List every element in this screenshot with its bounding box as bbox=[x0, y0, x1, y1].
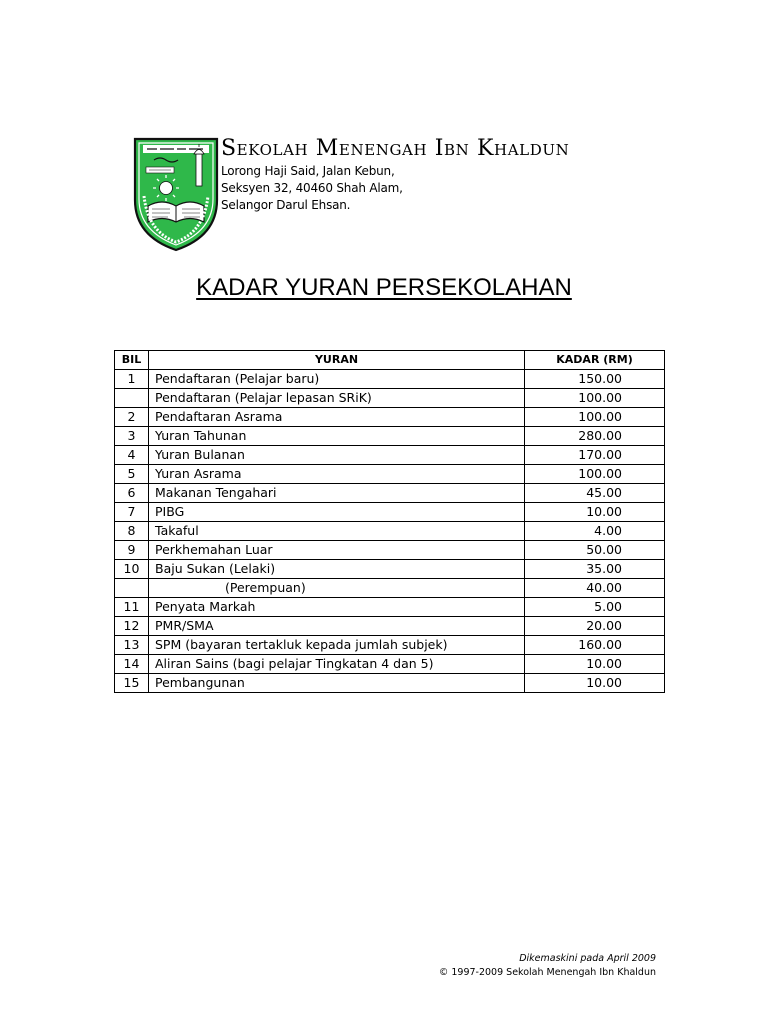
row-kadar-cell: 100.00 bbox=[525, 408, 665, 427]
row-yuran-cell: Pendaftaran (Pelajar baru) bbox=[149, 370, 525, 389]
table-row bbox=[115, 484, 665, 503]
row-bil-cell: 5 bbox=[115, 465, 149, 484]
row-kadar-cell: 20.00 bbox=[525, 617, 665, 636]
row-bil-cell: 2 bbox=[115, 408, 149, 427]
row-bil-cell: 6 bbox=[115, 484, 149, 503]
row-yuran-cell: Yuran Tahunan bbox=[149, 427, 525, 446]
row-bil-cell: 1 bbox=[115, 370, 149, 389]
fee-table bbox=[114, 350, 665, 693]
address-line: Seksyen 32, 40460 Shah Alam, bbox=[221, 181, 403, 195]
fee-table-body bbox=[115, 370, 665, 693]
row-kadar-cell: 170.00 bbox=[525, 446, 665, 465]
table-row bbox=[115, 560, 665, 579]
table-row bbox=[115, 674, 665, 693]
table-row bbox=[115, 465, 665, 484]
row-kadar-cell: 100.00 bbox=[525, 465, 665, 484]
row-kadar-cell: 160.00 bbox=[525, 636, 665, 655]
row-bil-cell: 3 bbox=[115, 427, 149, 446]
row-yuran-cell: Perkhemahan Luar bbox=[149, 541, 525, 560]
table-row bbox=[115, 579, 665, 598]
table-row bbox=[115, 522, 665, 541]
row-kadar-cell: 5.00 bbox=[525, 598, 665, 617]
row-yuran-cell: Takaful bbox=[149, 522, 525, 541]
row-yuran-cell: Makanan Tengahari bbox=[149, 484, 525, 503]
row-bil-cell: 9 bbox=[115, 541, 149, 560]
row-kadar-cell: 10.00 bbox=[525, 503, 665, 522]
table-row bbox=[115, 370, 665, 389]
table-row bbox=[115, 598, 665, 617]
row-bil-cell: 11 bbox=[115, 598, 149, 617]
row-bil-cell: 12 bbox=[115, 617, 149, 636]
row-kadar-cell: 40.00 bbox=[525, 579, 665, 598]
row-kadar-cell: 50.00 bbox=[525, 541, 665, 560]
row-yuran-cell: Baju Sukan (Lelaki) bbox=[149, 560, 525, 579]
row-yuran-cell: PMR/SMA bbox=[149, 617, 525, 636]
row-bil-cell: 4 bbox=[115, 446, 149, 465]
table-row bbox=[115, 389, 665, 408]
table-row bbox=[115, 617, 665, 636]
header-yuran: YURAN bbox=[149, 351, 525, 370]
row-bil-cell: 8 bbox=[115, 522, 149, 541]
school-address bbox=[221, 163, 403, 214]
row-bil-cell: 13 bbox=[115, 636, 149, 655]
row-yuran-cell: Pembangunan bbox=[149, 674, 525, 693]
address-line: Selangor Darul Ehsan. bbox=[221, 198, 351, 212]
footer bbox=[439, 952, 656, 980]
row-kadar-cell: 35.00 bbox=[525, 560, 665, 579]
table-row bbox=[115, 446, 665, 465]
row-kadar-cell: 45.00 bbox=[525, 484, 665, 503]
row-yuran-cell: Pendaftaran Asrama bbox=[149, 408, 525, 427]
row-yuran-cell: Aliran Sains (bagi pelajar Tingkatan 4 dan 5) bbox=[149, 655, 525, 674]
row-yuran-cell: Yuran Bulanan bbox=[149, 446, 525, 465]
header-bil: BIL bbox=[115, 351, 149, 370]
last-updated-note: Dikemaskini pada April 2009 bbox=[519, 953, 656, 964]
table-row bbox=[115, 427, 665, 446]
table-row bbox=[115, 503, 665, 522]
row-yuran-cell: (Perempuan) bbox=[149, 579, 525, 598]
row-yuran-cell: SPM (bayaran tertakluk kepada jumlah subjek) bbox=[149, 636, 525, 655]
row-yuran-cell: Pendaftaran (Pelajar lepasan SRiK) bbox=[149, 389, 525, 408]
row-kadar-cell: 100.00 bbox=[525, 389, 665, 408]
row-yuran-cell: PIBG bbox=[149, 503, 525, 522]
row-kadar-cell: 10.00 bbox=[525, 655, 665, 674]
row-bil-cell: 15 bbox=[115, 674, 149, 693]
row-kadar-cell: 10.00 bbox=[525, 674, 665, 693]
header-kadar: KADAR (RM) bbox=[525, 351, 665, 370]
table-row bbox=[115, 541, 665, 560]
row-kadar-cell: 280.00 bbox=[525, 427, 665, 446]
row-bil-cell: 14 bbox=[115, 655, 149, 674]
copyright-note: © 1997-2009 Sekolah Menengah Ibn Khaldun bbox=[438, 967, 656, 978]
address-line: Lorong Haji Said, Jalan Kebun, bbox=[221, 164, 395, 178]
row-kadar-cell: 150.00 bbox=[525, 370, 665, 389]
row-bil-cell: 10 bbox=[115, 560, 149, 579]
row-bil-cell bbox=[115, 579, 149, 598]
row-yuran-cell: Penyata Markah bbox=[149, 598, 525, 617]
school-crest-logo bbox=[132, 136, 220, 252]
table-row bbox=[115, 655, 665, 674]
school-name: Sekolah Menengah Ibn Khaldun bbox=[221, 136, 570, 161]
table-header-row bbox=[115, 351, 665, 370]
row-bil-cell: 7 bbox=[115, 503, 149, 522]
document-title: KADAR YURAN PERSEKOLAHAN bbox=[196, 274, 572, 301]
row-yuran-cell: Yuran Asrama bbox=[149, 465, 525, 484]
table-row bbox=[115, 636, 665, 655]
row-kadar-cell: 4.00 bbox=[525, 522, 665, 541]
table-row bbox=[115, 408, 665, 427]
row-bil-cell bbox=[115, 389, 149, 408]
